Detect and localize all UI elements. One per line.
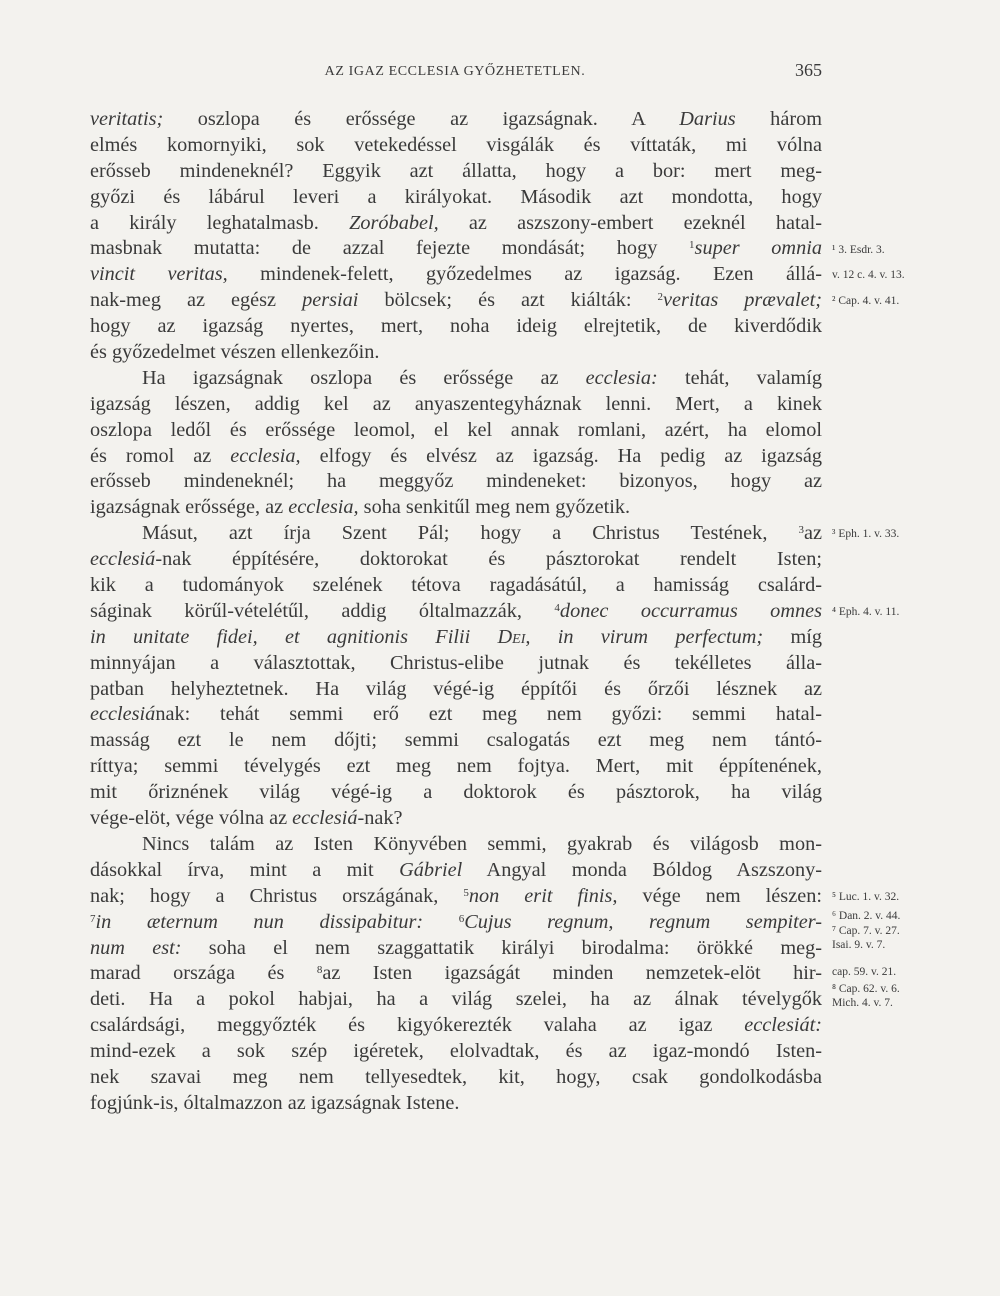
text-run: ríttya; semmi tévelygés ezt meg nem fojtya. Mert, mit éppítenének, xyxy=(90,755,822,778)
italic-run: ecclesiá xyxy=(90,703,156,726)
text-line xyxy=(90,340,822,366)
text-run: győzi és lábárul leveri a királyokat. Második azt mondotta, hogy xyxy=(90,185,822,208)
text-run: mit őriznének világ végé-ig a doktorok és pásztorok, ha világ xyxy=(90,781,822,804)
text-line xyxy=(90,987,822,1013)
text-run: -nak éppítésére, doktorokat és pásztorokat rendelt Isten; xyxy=(155,548,822,571)
italic-run: ecclesiá xyxy=(90,548,156,571)
italic-run: in virum perfectum; xyxy=(530,625,764,648)
text-run: nek szavai meg nem tellyesedtek, kit, hogy, csak gondolkodásba xyxy=(90,1065,822,1088)
text-line xyxy=(90,599,822,625)
text-run: Ha igazságnak oszlopa és erőssége az xyxy=(142,366,586,389)
text-run: Angyal monda Bóldog Aszszony- xyxy=(462,858,822,881)
italic-run: ecclesiát: xyxy=(744,1014,822,1037)
text-run: masság ezt le nem dőjti; semmi csalogatás ezt meg nem tántó- xyxy=(90,729,822,752)
italic-run: Gábriel xyxy=(399,858,463,881)
text-line xyxy=(90,495,822,521)
footnote-marker: 7 xyxy=(90,912,96,925)
text-line xyxy=(90,133,822,159)
text-line xyxy=(90,728,822,754)
text-line xyxy=(90,366,822,392)
text-run: erősseb mindeneknél? Eggyik azt állatta, hogy a bor: mert meg- xyxy=(90,159,822,182)
italic-run: in unitate fidei, et agnitionis Filii xyxy=(90,625,498,648)
text-run: vége-elöt, vége vólna az xyxy=(90,807,293,830)
text-line xyxy=(90,1013,822,1039)
italic-run: ecclesia: xyxy=(585,366,658,389)
text-line xyxy=(90,392,822,418)
margin-reference: Mich. 4. v. 7. xyxy=(832,997,893,1010)
text-run: elfogy és elvész az igazság. Ha pedig az igazság xyxy=(300,444,822,467)
footnote-marker: 1 xyxy=(689,239,695,252)
text-line xyxy=(90,547,822,573)
italic-run: ecclesia, xyxy=(230,444,301,467)
text-line xyxy=(90,625,822,651)
text-run: Nincs talám az Isten Könyvében semmi, gyakrab és világosb mon- xyxy=(142,832,822,855)
text-run: patban helyheztetnek. Ha világ végé-ig éppítői és őrzői lésznek az xyxy=(90,677,822,700)
text-line xyxy=(90,780,822,806)
text-line xyxy=(90,832,822,858)
text-line xyxy=(90,936,822,962)
body-text xyxy=(90,107,822,1117)
text-run: mindenek-felett, győzedelmes az igazság. Ezen állá- xyxy=(227,263,822,286)
text-run: és győzedelmet vészen ellenkezőin. xyxy=(90,341,380,364)
text-run: deti. Ha a pokol habjai, ha a világ szelei, ha az álnak tévelygők xyxy=(90,988,822,1011)
italic-run: veritatis; xyxy=(90,108,164,130)
text-line xyxy=(90,677,822,703)
italic-run: non erit finis, xyxy=(468,884,618,907)
text-run: nak: tehát semmi erő ezt meg nem győzi: semmi hatal- xyxy=(155,703,822,726)
margin-reference: ⁴ Eph. 4. v. 11. xyxy=(832,606,900,619)
text-line xyxy=(90,884,822,910)
text-run: masbnak mutatta: de azzal fejezte mondását; hogy xyxy=(90,237,690,260)
text-line xyxy=(90,185,822,211)
text-line xyxy=(90,288,822,314)
text-line xyxy=(90,418,822,444)
italic-run: ecclesiá xyxy=(292,807,358,830)
margin-reference: ¹ 3. Esdr. 3. xyxy=(832,243,885,256)
text-line xyxy=(90,806,822,832)
margin-reference: v. 12 c. 4. v. 13. xyxy=(832,269,905,282)
text-run: tehát, valamíg xyxy=(657,366,822,389)
italic-run: veritas prævalet; xyxy=(663,289,823,312)
text-line xyxy=(90,469,822,495)
text-line xyxy=(90,444,822,470)
italic-run: num est: xyxy=(90,936,182,959)
text-line xyxy=(90,910,822,936)
text-line xyxy=(90,262,822,288)
margin-reference: ⁷ Cap. 7. v. 27. xyxy=(832,924,900,937)
text-run: oszlopa ledől és erőssége leomol, el kel annak romlani, azért, ha elomol xyxy=(90,418,822,441)
italic-run: vincit veritas, xyxy=(90,263,228,286)
footnote-marker: 8 xyxy=(316,964,323,977)
text-run: nak-meg az egész xyxy=(90,289,303,312)
text-line xyxy=(90,961,822,987)
text-line xyxy=(90,754,822,780)
italic-run: persiai xyxy=(302,289,359,312)
text-line xyxy=(90,107,822,133)
footnote-marker: 6 xyxy=(458,912,465,925)
footnote-marker: 3 xyxy=(798,524,804,537)
text-run: csalárdsági, meggyőzték és kigyókerezték valaha az igaz xyxy=(90,1014,745,1037)
page-header xyxy=(90,60,820,84)
text-line xyxy=(90,1039,822,1065)
text-run: az aszszony-embert ezeknél hatal- xyxy=(438,211,822,234)
text-line xyxy=(90,521,822,547)
text-run: míg xyxy=(763,625,823,648)
text-run: igazság lészen, addig kel az anyaszentegyháznak lenni. Mert, a kinek xyxy=(90,392,822,415)
text-run: Másut, azt írja Szent Pál; hogy a Christus Testének, xyxy=(142,522,799,545)
italic-run: donec occurramus omnes xyxy=(559,599,823,622)
text-run: minnyájan a választottak, Christus-elibe jutnak és tekélletes álla- xyxy=(90,651,822,674)
text-run: a király leghatalmasb. xyxy=(90,211,350,234)
text-line xyxy=(90,211,822,237)
text-run: három xyxy=(735,108,822,130)
margin-reference: Isai. 9. v. 7. xyxy=(832,938,886,951)
text-run: dásokkal írva, mint a mit xyxy=(90,858,400,881)
text-run: hogy az igazság nyertes, mert, noha ideig elrejtetik, de kiverdődik xyxy=(90,315,822,338)
text-line xyxy=(90,651,822,677)
italic-run: in æternum nun dissipabitur: xyxy=(95,910,424,933)
margin-reference: cap. 59. v. 21. xyxy=(832,966,897,979)
text-run xyxy=(423,911,459,933)
text-run: kik a tudományok szelének tétova ragadásátúl, a hamisság csalárd- xyxy=(90,574,822,597)
text-run: soha senkitűl meg nem győzetik. xyxy=(358,496,631,519)
text-run: az Isten igazságát minden nemzetek-elöt hir- xyxy=(322,962,822,985)
text-run: igazságnak erőssége, az xyxy=(90,496,289,519)
text-run: ságinak körűl-vételétűl, addig óltalmazzák, xyxy=(90,599,555,622)
text-line xyxy=(90,236,822,262)
italic-run: Dei, xyxy=(497,625,531,648)
italic-run: Darius xyxy=(679,108,736,130)
running-title: AZ IGAZ ECCLESIA GYŐZHETETLEN. xyxy=(324,64,586,79)
margin-reference: ⁸ Cap. 62. v. 6. xyxy=(832,982,900,995)
text-line xyxy=(90,1091,822,1117)
page-number: 365 xyxy=(795,60,822,80)
text-run: mind-ezek a sok szép igéretek, elolvadtak, és az igaz-mondó Isten- xyxy=(90,1040,822,1063)
italic-run: Zoróbabel, xyxy=(349,211,439,234)
margin-reference: ⁶ Dan. 2. v. 44. xyxy=(832,909,901,922)
margin-reference: ⁵ Luc. 1. v. 32. xyxy=(832,891,900,903)
text-run: fogjúnk-is, óltalmazzon az igazságnak Istene. xyxy=(90,1091,460,1114)
footnote-marker: 2 xyxy=(657,291,664,304)
text-run: oszlopa és erőssége az igazságnak. A xyxy=(163,108,680,130)
text-run: soha el nem szaggattatik királyi birodalma: örökké meg- xyxy=(181,936,822,959)
margin-reference: ² Cap. 4. v. 41. xyxy=(832,295,900,308)
margin-reference: ³ Eph. 1. v. 33. xyxy=(832,528,900,541)
text-line xyxy=(90,314,822,340)
text-run: nak; hogy a Christus országának, xyxy=(90,884,464,907)
italic-run: Cujus regnum, regnum sempiter- xyxy=(464,910,822,933)
footnote-marker: 5 xyxy=(463,886,469,899)
text-line xyxy=(90,1065,822,1091)
text-line xyxy=(90,159,822,185)
footnote-marker: 4 xyxy=(554,601,560,614)
text-run: az xyxy=(803,522,822,545)
italic-run: ecclesia, xyxy=(288,496,359,519)
text-run: erősseb mindeneknél; ha meggyőz mindeneket: bizonyos, hogy az xyxy=(90,470,822,493)
text-run: -nak? xyxy=(357,807,403,830)
text-line xyxy=(90,702,822,728)
text-run: elmés komornyiki, sok vetekedéssel visgálák és víttaták, mi vólna xyxy=(90,133,822,156)
text-line xyxy=(90,573,822,599)
text-run: bölcsek; és azt kiálták: xyxy=(358,289,658,312)
text-run: marad országa és xyxy=(90,962,317,985)
text-run: és romol az xyxy=(90,444,231,467)
text-line xyxy=(90,858,822,884)
text-run: vége nem lészen: xyxy=(617,884,822,907)
italic-run: super omnia xyxy=(694,237,822,260)
